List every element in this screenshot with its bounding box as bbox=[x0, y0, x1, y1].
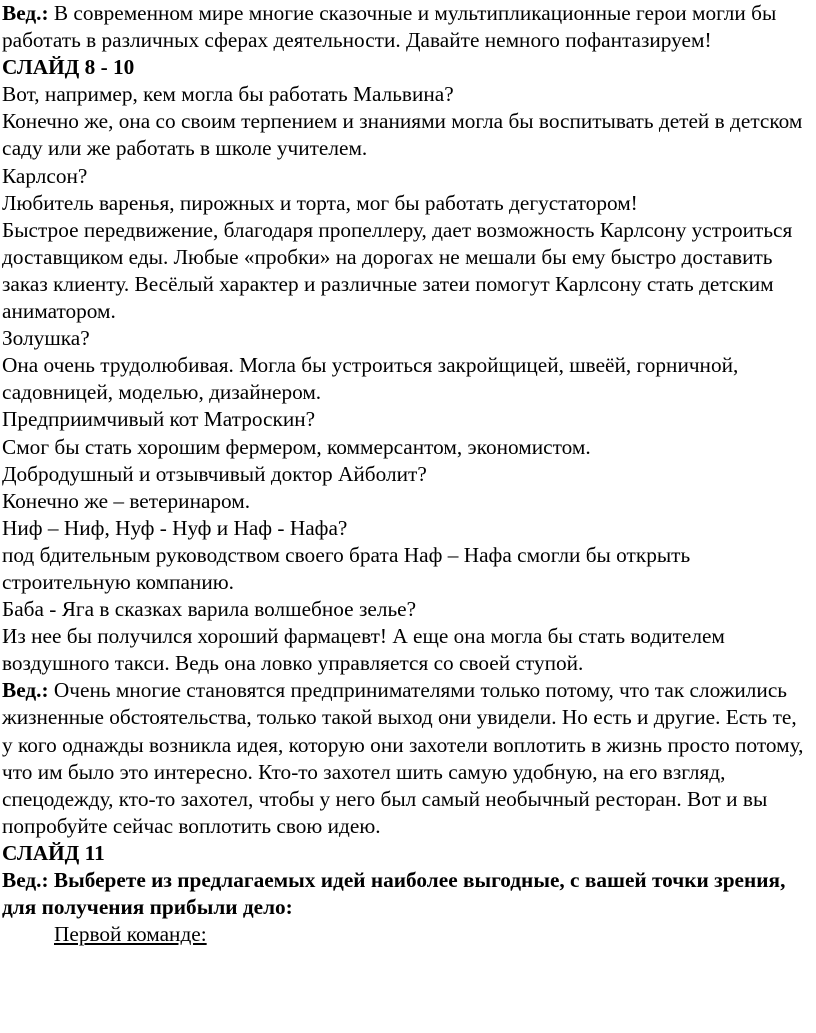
slide-heading: СЛАЙД 11 bbox=[2, 840, 105, 865]
answer-matroskin: Смог бы стать хорошим фермером, коммерсантом, экономистом. bbox=[2, 434, 591, 459]
question-aibolit: Добродушный и отзывчивый доктор Айболит? bbox=[2, 461, 427, 486]
team-label: Первой команде: bbox=[54, 922, 207, 947]
paragraph-text: Очень многие становятся предпринимателями только потому, что так сложились жизненные обстоятельства, только такой выход они увидели. Но есть и другие. Есть те, у кого однажды возникла идея, которую они захотели воплотить в жизнь просто потому, что им было это интересно. Кто-то захотел шить самую удобную, на его взгляд, спецодежду, кто-то захотел, чтобы у него был самый необычный ресторан. Вот и вы попробуйте сейчас воплотить свою идею. bbox=[2, 678, 804, 838]
paragraph-text: В современном мире многие сказочные и мультипликационные герои могли бы работать в различных сферах деятельности. Давайте немного пофантазируем! bbox=[2, 1, 777, 53]
paragraph-text: Выберете из предлагаемых идей наиболее выгодные, с вашей точки зрения, для получения прибыли дело: bbox=[2, 868, 786, 920]
answer-karlson-2: Быстрое передвижение, благодаря пропеллеру, дает возможность Карлсону устроиться доставщиком еды. Любые «пробки» на дорогах не мешали бы ему быстро доставить заказ клиенту. Весёлый характер и различные затеи помогут Карлсону стать детским аниматором. bbox=[2, 217, 793, 324]
question-cinderella: Золушка? bbox=[2, 326, 90, 351]
question-karlson: Карлсон? bbox=[2, 163, 88, 188]
question-matroskin: Предприимчивый кот Матроскин? bbox=[2, 407, 316, 432]
paragraph-task bbox=[2, 867, 812, 921]
answer-cinderella: Она очень трудолюбивая. Могла бы устроиться закройщицей, швеёй, горничной, садовницей, моделью, дизайнером. bbox=[2, 353, 739, 405]
answer-karlson-1: Любитель варенья, пирожных и торта, мог бы работать дегустатором! bbox=[2, 190, 638, 215]
question-baba-yaga: Баба - Яга в сказках варила волшебное зелье? bbox=[2, 597, 417, 622]
answer-piglets: под бдительным руководством своего брата Наф – Нафа смогли бы открыть строительную компанию. bbox=[2, 542, 691, 594]
speaker-label: Вед.: bbox=[2, 678, 49, 703]
slide-heading: СЛАЙД 8 - 10 bbox=[2, 55, 135, 80]
paragraph-intro bbox=[2, 0, 812, 54]
team-label-wrapper bbox=[2, 921, 812, 948]
speaker-label: Вед.: bbox=[2, 868, 49, 892]
answer-malvina: Конечно же, она со своим терпением и знаниями могла бы воспитывать детей в детском саду или же работать в школе учителем. bbox=[2, 109, 803, 161]
question-malvina: Вот, например, кем могла бы работать Мальвина? bbox=[2, 82, 454, 107]
question-piglets: Ниф – Ниф, Нуф - Нуф и Наф - Нафа? bbox=[2, 515, 348, 540]
speaker-label: Вед.: bbox=[2, 1, 49, 25]
answer-baba-yaga: Из нее бы получился хороший фармацевт! А еще она могла бы стать водителем воздушного такси. Ведь она ловко управляется со своей ступой. bbox=[2, 624, 725, 676]
paragraph-entrepreneurs bbox=[2, 677, 812, 840]
answer-aibolit: Конечно же – ветеринаром. bbox=[2, 488, 251, 513]
